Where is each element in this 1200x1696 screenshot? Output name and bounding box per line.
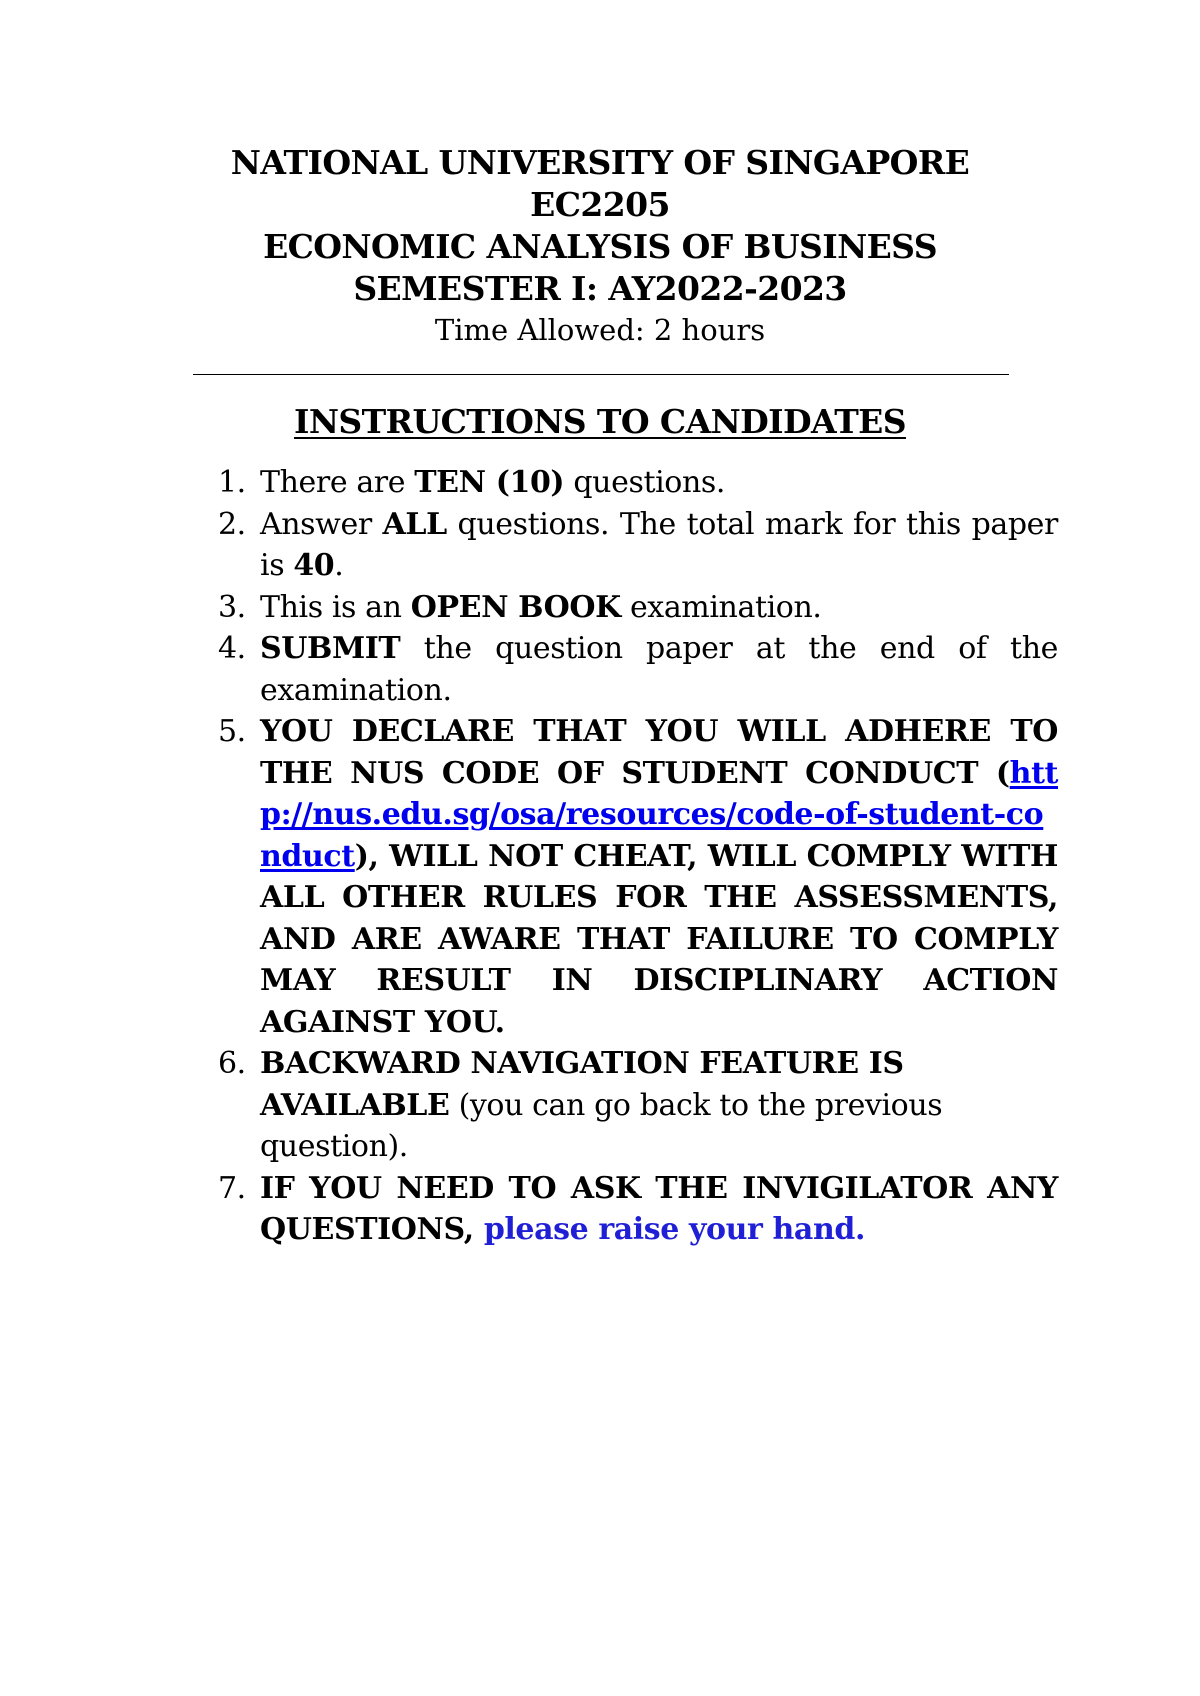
instruction-item-7: 7. IF YOU NEED TO ASK THE INVIGILATOR ANY QUESTIONS, please raise your hand.	[210, 1168, 1058, 1251]
item-number: 2.	[218, 506, 246, 542]
instruction-item-1: 1. There are TEN (10) questions.	[210, 462, 1058, 504]
time-allowed: Time Allowed: 2 hours	[434, 313, 766, 347]
item-number: 6.	[218, 1046, 246, 1081]
item-number: 4.	[218, 631, 246, 666]
header-block	[0, 142, 1200, 350]
course-title: ECONOMIC ANALYSIS OF BUSINESS	[263, 227, 937, 266]
item-number: 7.	[218, 1170, 246, 1206]
instruction-item-4: 4. SUBMIT the question paper at the end of the examination.	[210, 628, 1058, 711]
instruction-item-6: 6. BACKWARD NAVIGATION FEATURE IS AVAILABLE (you can go back to the previous question).	[210, 1043, 1058, 1168]
divider-line	[193, 374, 1009, 375]
instructions-list	[210, 462, 1058, 1251]
code-of-conduct-link[interactable]: http://nus.edu.sg/osa/resources/code-of-student-conduct	[260, 755, 1058, 874]
raise-hand-note: please raise your hand.	[483, 1212, 865, 1247]
course-code: EC2205	[530, 185, 670, 224]
semester: SEMESTER I: AY2022-2023	[353, 269, 847, 308]
instruction-item-3: 3. This is an OPEN BOOK examination.	[210, 587, 1058, 629]
instructions-heading: INSTRUCTIONS TO CANDIDATES	[294, 402, 906, 441]
item-number: 1.	[218, 465, 246, 500]
item-number: 3.	[218, 589, 246, 625]
university-name: NATIONAL UNIVERSITY OF SINGAPORE	[230, 143, 970, 182]
instruction-item-5: 5. YOU DECLARE THAT YOU WILL ADHERE TO THE NUS CODE OF STUDENT CONDUCT (http://nus.edu.sg/osa/resources/code-of-student-conduct), WILL NOT CHEAT, WILL COMPLY WITH ALL OTHER RULES FOR THE ASSESSMENTS, AND ARE AWARE THAT FAILURE TO COMPLY MAY RESULT IN DISCIPLINARY ACTION AGAINST YOU.	[210, 711, 1058, 1043]
instruction-item-2: 2. Answer ALL questions. The total mark for this paper is 40.	[210, 504, 1058, 587]
item-number: 5.	[218, 714, 246, 749]
